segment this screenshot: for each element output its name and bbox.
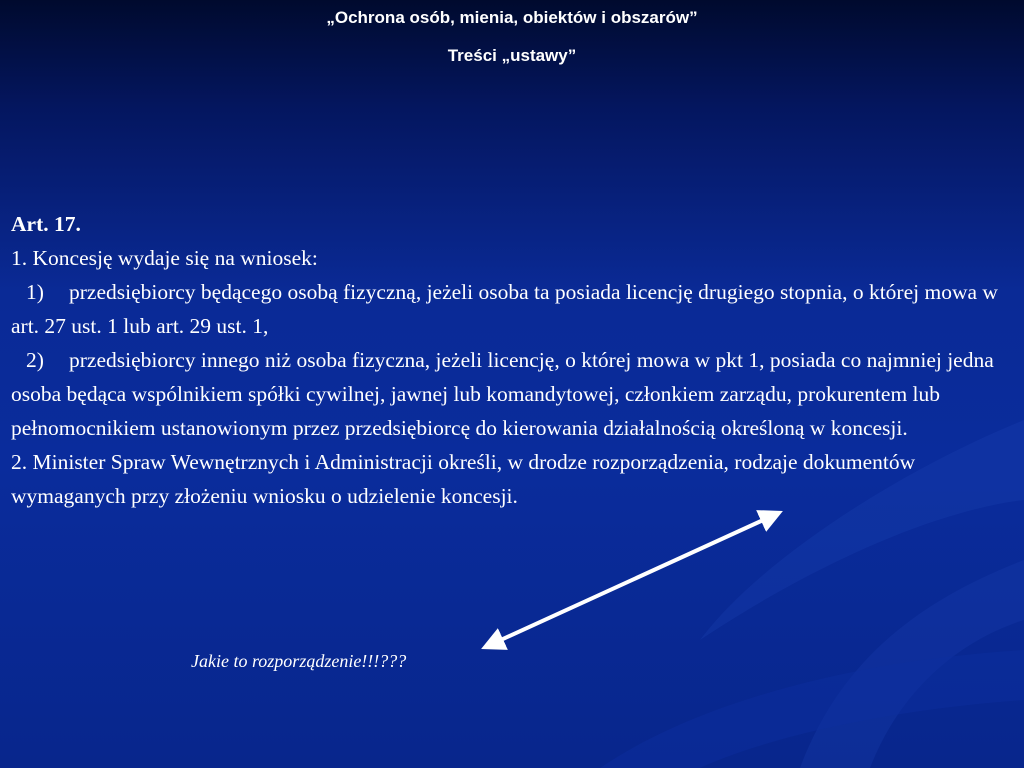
article-content: [11, 207, 1016, 513]
article-paragraph-2: 2. Minister Spraw Wewnętrznych i Administracji określi, w drodze rozporządzenia, rodzaje dokumentów wymaganych przy złożeniu wniosku o udzielenie koncesji.: [11, 450, 916, 508]
article-point-1: [11, 275, 1016, 343]
slide-header: [0, 8, 1024, 66]
point-number: 2): [26, 348, 44, 372]
article-heading: Art. 17.: [11, 212, 81, 236]
question-annotation: Jakie to rozporządzenie!!!???: [191, 651, 407, 671]
point-number: 1): [26, 280, 44, 304]
article-intro: 1. Koncesję wydaje się na wniosek:: [11, 246, 318, 270]
article-point-2: [11, 343, 1016, 445]
slide-title: „Ochrona osób, mienia, obiektów i obszarów”: [326, 8, 698, 27]
slide-subtitle: Treści „ustawy”: [447, 46, 577, 65]
point-text: przedsiębiorcy będącego osobą fizyczną, jeżeli osoba ta posiada licencję drugiego stopnia, o której mowa w art. 27 ust. 1 lub art. 29 ust. 1,: [11, 280, 998, 338]
point-text: przedsiębiorcy innego niż osoba fizyczna, jeżeli licencję, o której mowa w pkt 1, posiada co najmniej jedna osoba będąca wspólnikiem spółki cywilnej, jawnej lub komandytowej, członkiem zarządu, prokurentem lub pełnomocnikiem ustanowionym przez przedsiębiorcę do kierowania działalnością określoną w koncesji.: [11, 348, 994, 440]
